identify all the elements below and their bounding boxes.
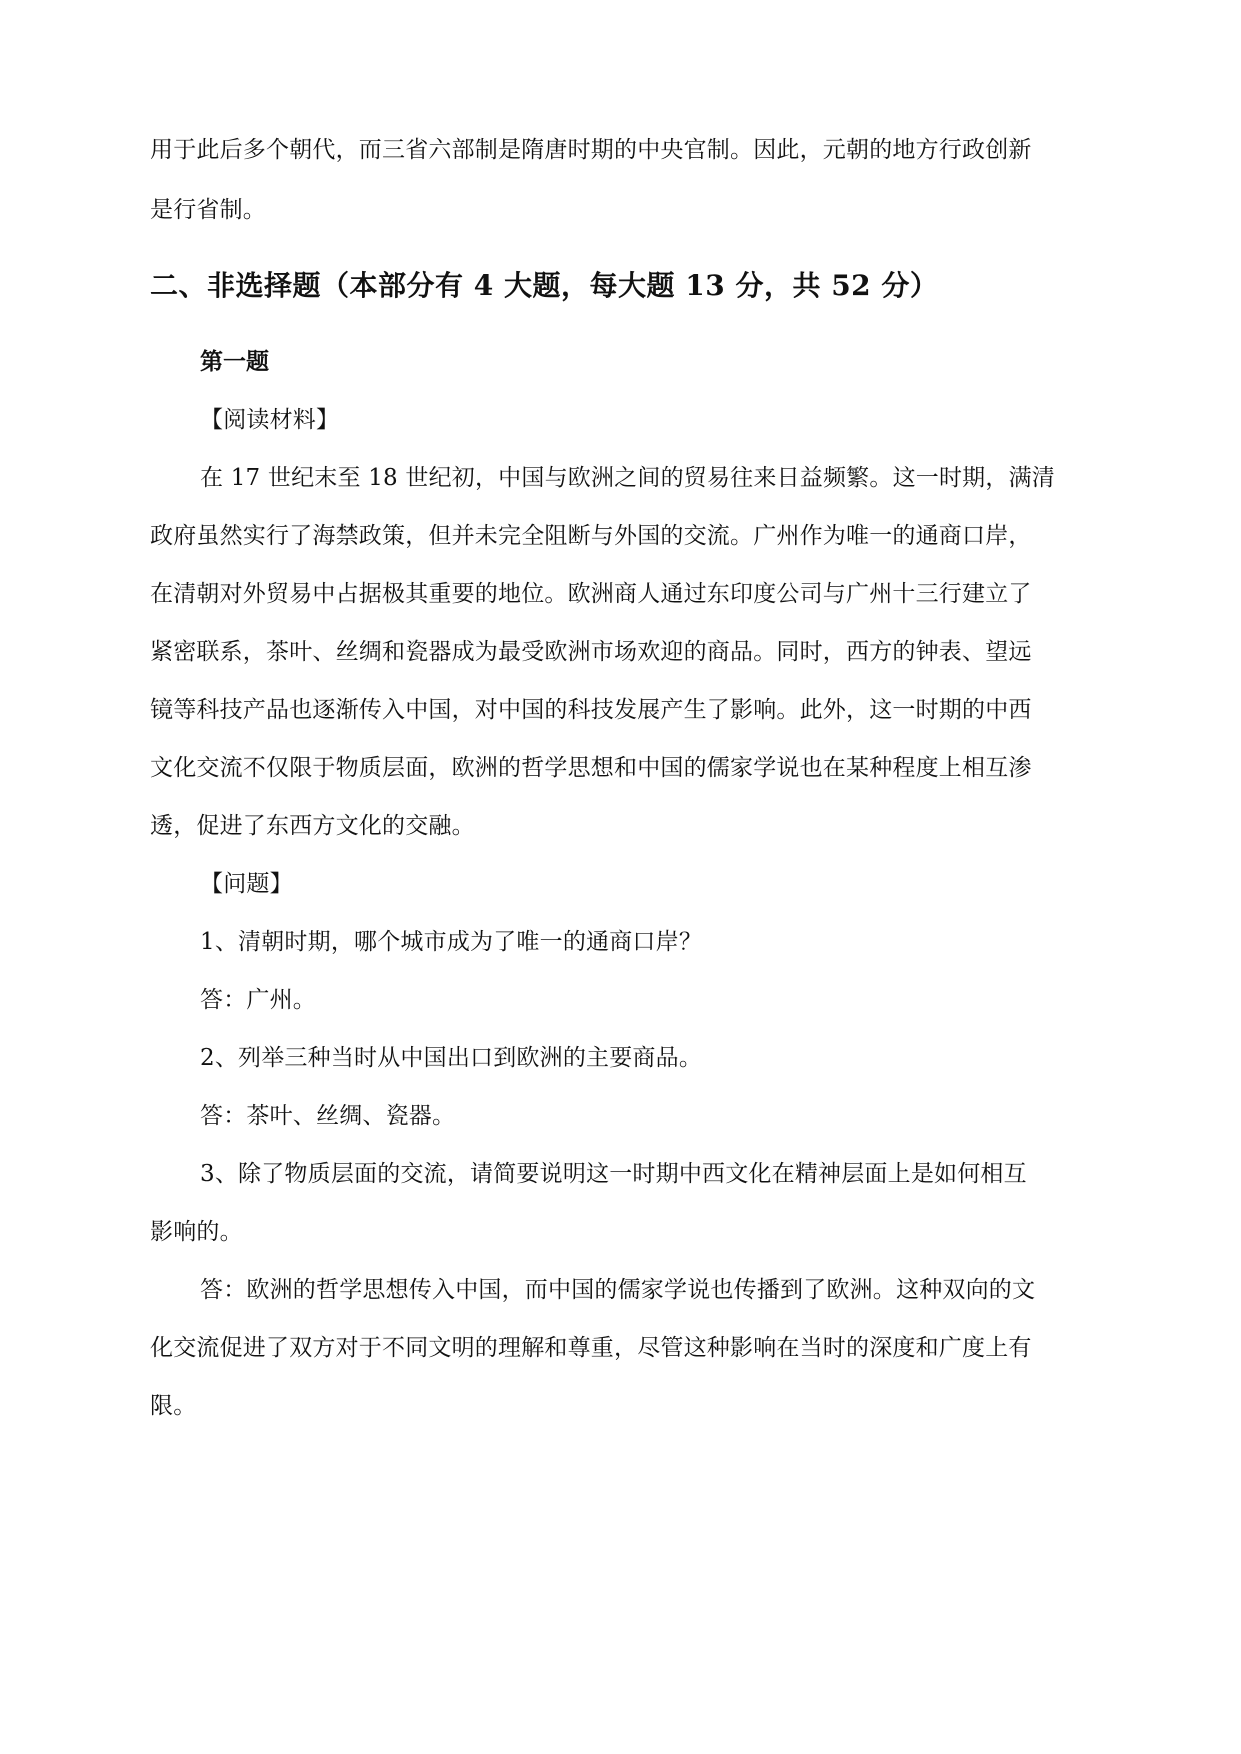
material-line-3: 在清朝对外贸易中占据极其重要的地位。欧洲商人通过东印度公司与广州十三行建立了 xyxy=(150,581,1032,607)
answer-3-line-2: 化交流促进了双方对于不同文明的理解和尊重，尽管这种影响在当时的深度和广度上有 xyxy=(150,1335,1032,1361)
material-line-4: 紧密联系，茶叶、丝绸和瓷器成为最受欧洲市场欢迎的商品。同时，西方的钟表、望远 xyxy=(150,639,1032,665)
question-title: 第一题 xyxy=(200,348,269,375)
material-line-5: 镜等科技产品也逐渐传入中国，对中国的科技发展产生了影响。此外，这一时期的中西 xyxy=(150,697,1032,723)
question-3-line-2: 影响的。 xyxy=(150,1219,243,1245)
question-3-line-1: 3、除了物质层面的交流，请简要说明这一时期中西文化在精神层面上是如何相互 xyxy=(200,1161,1027,1187)
answer-1: 答：广州。 xyxy=(200,987,316,1013)
answer-3-line-1: 答：欧洲的哲学思想传入中国，而中国的儒家学说也传播到了欧洲。这种双向的文 xyxy=(200,1277,1036,1303)
material-label: 【阅读材料】 xyxy=(200,407,340,433)
material-line-7: 透，促进了东西方文化的交融。 xyxy=(150,813,475,839)
material-line-2: 政府虽然实行了海禁政策，但并未完全阻断与外国的交流。广州作为唯一的通商口岸， xyxy=(150,523,1032,549)
prev-answer-line-2: 是行省制。 xyxy=(150,197,266,223)
answer-2: 答：茶叶、丝绸、瓷器。 xyxy=(200,1103,456,1129)
material-line-6: 文化交流不仅限于物质层面，欧洲的哲学思想和中国的儒家学说也在某种程度上相互渗 xyxy=(150,755,1032,781)
prev-answer-line-1: 用于此后多个朝代，而三省六部制是隋唐时期的中央官制。因此，元朝的地方行政创新 xyxy=(150,137,1032,163)
question-2: 2、列举三种当时从中国出口到欧洲的主要商品。 xyxy=(200,1045,703,1071)
material-line-1: 在 17 世纪末至 18 世纪初，中国与欧洲之间的贸易往来日益频繁。这一时期，满清 xyxy=(200,465,1055,491)
answer-3-line-3: 限。 xyxy=(150,1393,197,1419)
question-label: 【问题】 xyxy=(200,871,293,897)
question-1: 1、清朝时期，哪个城市成为了唯一的通商口岸？ xyxy=(200,929,703,955)
section-title: 二、非选择题（本部分有 4 大题，每大题 13 分，共 52 分） xyxy=(150,269,939,302)
